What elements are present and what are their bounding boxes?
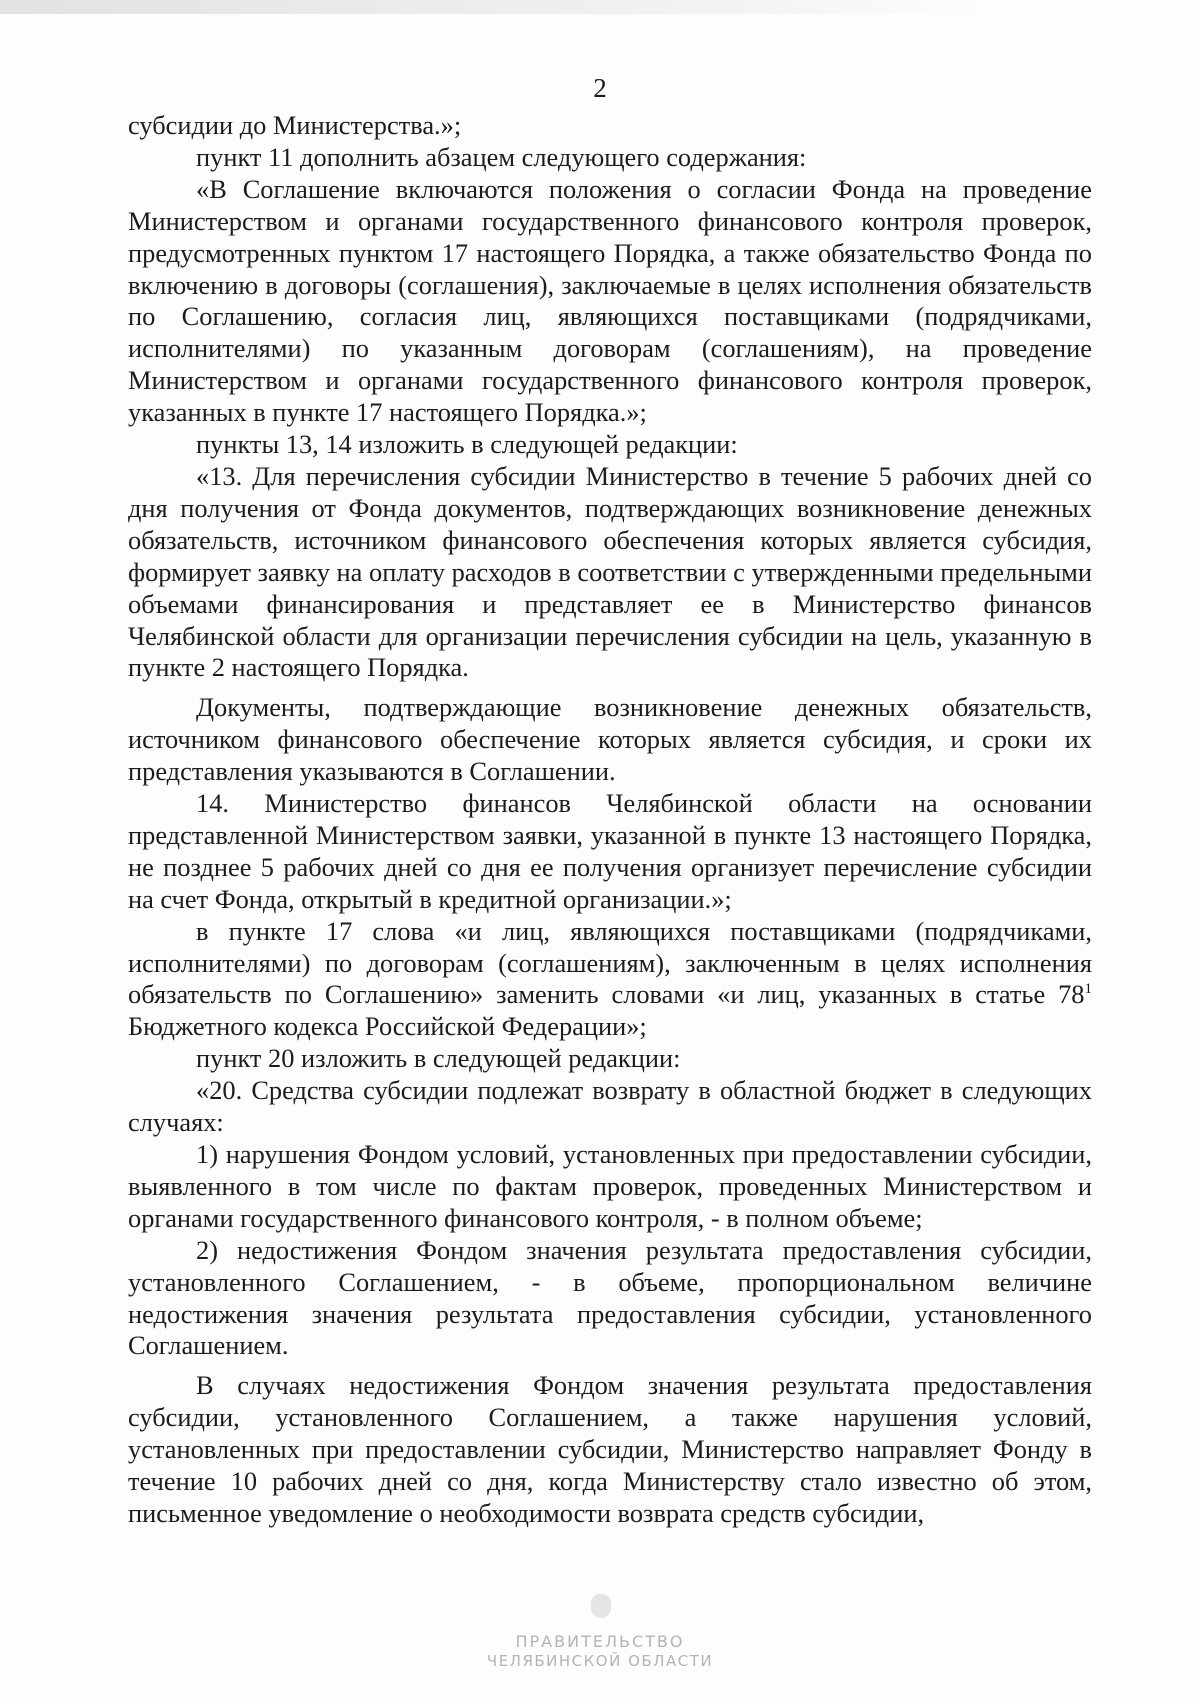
paragraph: 2) недостижения Фондом значения результата предоставления субсидии, установленного Соглашением, - в объеме, пропорциональном величине недостижения значения результата предоставления субсидии, установленного Соглашением. xyxy=(128,1234,1092,1361)
superscript: 1 xyxy=(1084,981,1092,998)
document-body xyxy=(128,110,1092,1530)
paragraph-with-superscript xyxy=(128,916,1092,1044)
scan-edge xyxy=(0,0,1200,14)
paragraph: пункт 11 дополнить абзацем следующего содержания: xyxy=(196,141,807,172)
paragraph: «13. Для перечисления субсидии Министерство в течение 5 рабочих дней со дня получения от Фонда документов, подтверждающих возникновение денежных обязательств, источником финансового обеспечения которых является субсидия, формирует заявку на оплату расходов в соответствии с утвержденными предельными объемами финансирования и представляет ее в Министерство финансов Челябинской области для организации перечисления субсидии на цель, указанную в пункте 2 настоящего Порядка. xyxy=(128,460,1092,683)
paragraph: «В Соглашение включаются положения о согласии Фонда на проведение Министерством и органами государственного финансового контроля проверок, предусмотренных пунктом 17 настоящего Порядка, а также обязательство Фонда по включению в договоры (соглашения), заключаемые в целях исполнения обязательств по Соглашению, согласия лиц, являющихся поставщиками (подрядчиками, исполнителями) по указанным договорам (соглашениям), на проведение Министерством и органами государственного финансового контроля проверок, указанных в пункте 17 настоящего Порядка.»; xyxy=(128,173,1092,428)
paragraph: В случаях недостижения Фондом значения результата предоставления субсидии, установленного Соглашением, а также нарушения условий, установленных при предоставлении субсидии, Министерство направляет Фонду в течение 10 рабочих дней со дня, когда Министерству стало известно об этом, письменное уведомление о необходимости возврата средств субсидии, xyxy=(128,1370,1092,1528)
paragraph: «20. Средства субсидии подлежат возврату в областной бюджет в следующих случаях: xyxy=(128,1075,1092,1138)
paragraph: 14. Министерство финансов Челябинской области на основании представленной Министерством заявки, указанной в пункте 13 настоящего Порядка, не позднее 5 рабочих дней со дня ее получения организует перечисление субсидии на счет Фонда, открытый в кредитной организации.»; xyxy=(128,788,1092,914)
paragraph: Документы, подтверждающие возникновение денежных обязательств, источником финансового обеспечение которых является субсидия, и сроки их представления указываются в Соглашении. xyxy=(128,692,1092,787)
paragraph: субсидии до Министерства.»; xyxy=(128,110,462,140)
page-number: 2 xyxy=(593,73,607,103)
coat-of-arms-icon xyxy=(591,1594,611,1618)
paragraph-text: в пункте 17 слова «и лиц, являющихся поставщиками (подрядчиками, исполнителями) по договорам (соглашениям), заключенным в целях исполнения обязательств по Соглашению» заменить словами «и лиц, указанных в статье 78 xyxy=(128,915,1092,1010)
government-stamp xyxy=(0,1632,1200,1671)
stamp-line: ЧЕЛЯБИНСКОЙ ОБЛАСТИ xyxy=(486,1652,714,1670)
paragraph: пункт 20 изложить в следующей редакции: xyxy=(196,1043,681,1074)
stamp-line: ПРАВИТЕЛЬСТВО xyxy=(515,1632,685,1651)
paragraph-text: Бюджетного кодекса Российской Федерации»; xyxy=(128,1011,647,1042)
paragraph: 1) нарушения Фондом условий, установленных при предоставлении субсидии, выявленного в том числе по фактам проверок, проведенных Министерством и органами государственного финансового контроля, - в полном объеме; xyxy=(128,1139,1092,1233)
paragraph: пункты 13, 14 изложить в следующей редакции: xyxy=(196,429,738,460)
